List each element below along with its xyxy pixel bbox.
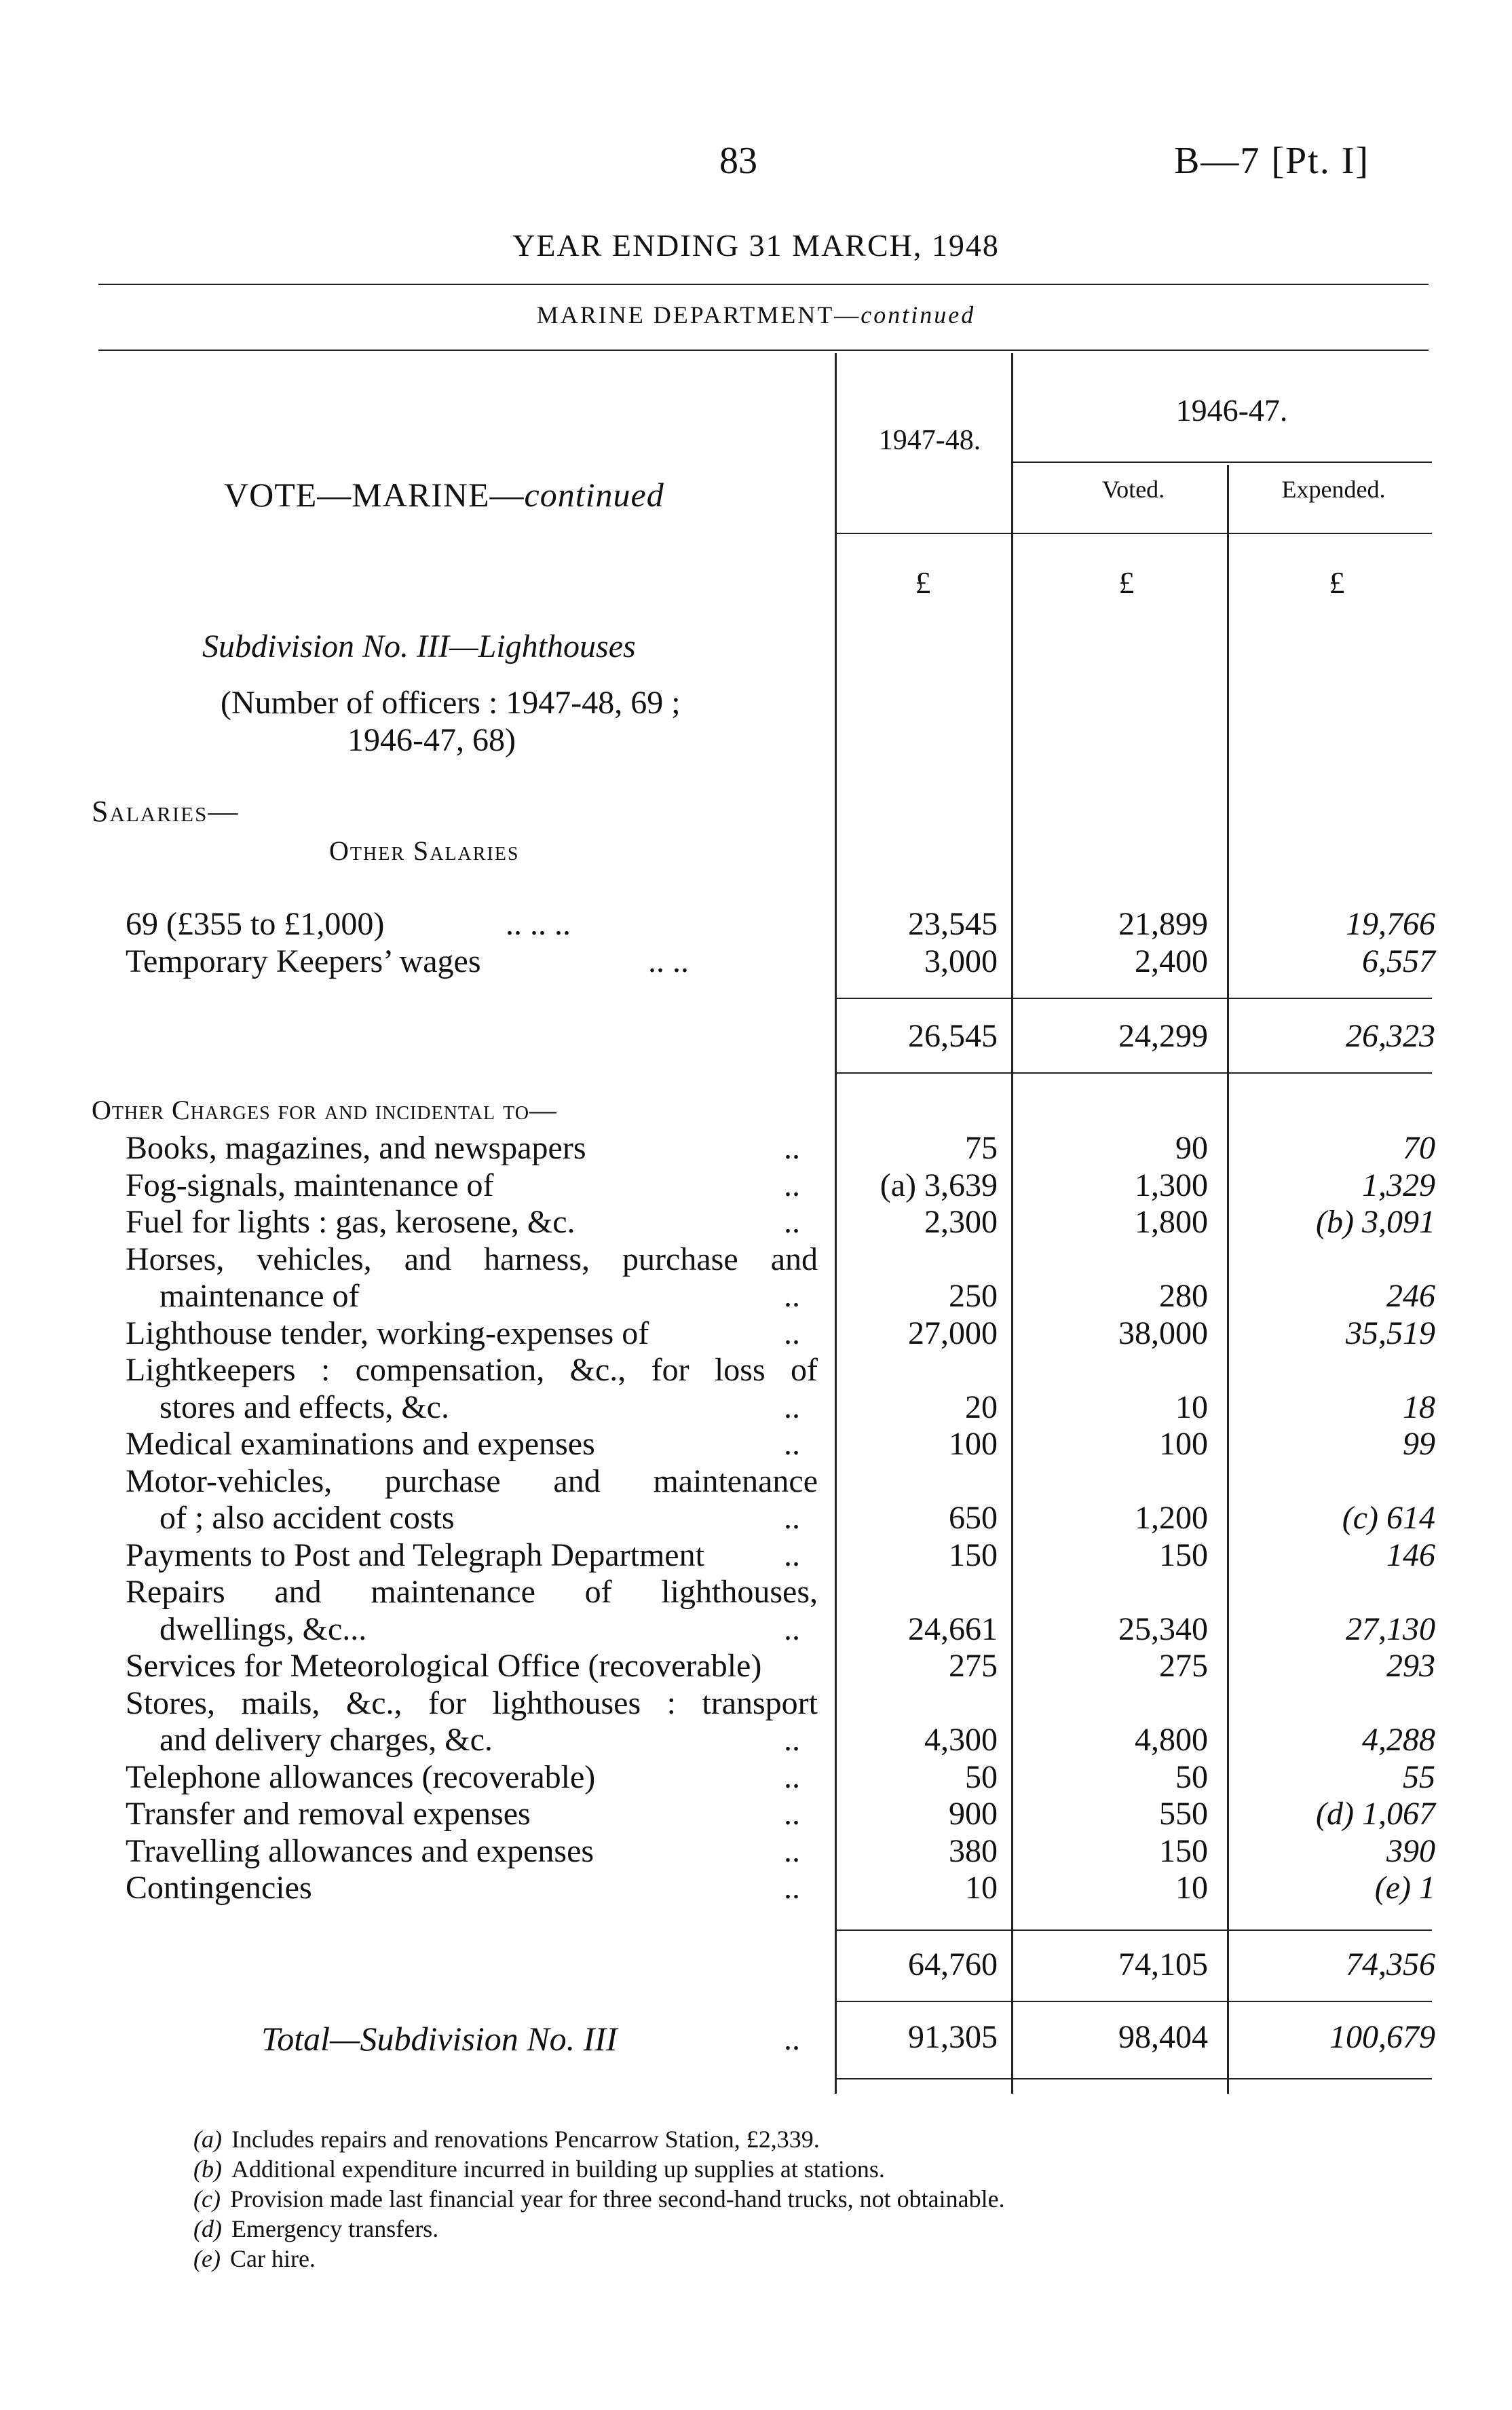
charge-row-v1947: 275 (949, 1648, 998, 1684)
charge-row-expended: 55 (1403, 1758, 1435, 1795)
column-header-1946-47: 1946-47. (1175, 393, 1288, 428)
total-expended: 100,679 (1329, 2019, 1435, 2055)
vote-continued: continued (524, 476, 664, 514)
page-reference: B—7 [Pt. I] (1174, 140, 1369, 182)
currency-symbol-voted: £ (1118, 565, 1135, 600)
footnote (193, 2154, 885, 2184)
rule-below-salaries-subtotal (835, 1072, 1432, 1074)
leader-dots: .. (784, 1722, 800, 1758)
total-leader-dots: .. (784, 2021, 800, 2057)
charge-row-label: Transfer and removal expenses (126, 1796, 531, 1832)
charge-row-expended: 27,130 (1346, 1611, 1435, 1647)
charge-row-label: Repairs and maintenance of lighthouses, (126, 1574, 818, 1610)
charge-row-voted: 1,300 (1135, 1167, 1208, 1203)
charge-row-label: Horses, vehicles, and harness, purchase and (126, 1241, 818, 1277)
charge-row-label: Payments to Post and Telegraph Department (126, 1537, 704, 1573)
total-voted: 98,404 (1118, 2019, 1208, 2055)
charge-row-expended: 99 (1403, 1426, 1435, 1462)
page-number: 83 (719, 140, 757, 182)
charge-row-label: Fuel for lights : gas, kerosene, &c. (126, 1204, 575, 1240)
charge-row-label: Lightkeepers : compensation, &c., for loss of (126, 1352, 818, 1388)
charges-subtotal-1947: 64,760 (908, 1946, 998, 1982)
rule-above-salaries-subtotal (835, 998, 1432, 999)
rule-under-1946 (1011, 462, 1432, 463)
charge-row-v1947: 50 (965, 1758, 998, 1795)
charge-row-label: Travelling allowances and expenses (126, 1832, 594, 1869)
charge-row-v1947: 650 (949, 1500, 998, 1536)
charge-row-v1947: 100 (949, 1426, 998, 1462)
currency-symbol-1947: £ (915, 565, 931, 600)
leader-dots: .. (784, 1278, 800, 1314)
charge-row-expended: 390 (1386, 1832, 1435, 1869)
column-header-expended: Expended. (1281, 476, 1386, 503)
salary-row-voted: 21,899 (1118, 906, 1208, 942)
footnote-text: Additional expenditure incurred in building up supplies at stations. (231, 2155, 885, 2183)
charge-row-voted: 150 (1159, 1832, 1208, 1869)
footnote-mark: (c) (193, 2185, 221, 2213)
charge-row-expended: (c) 614 (1342, 1500, 1435, 1536)
charge-row-label: Stores, mails, &c., for lighthouses : transport (126, 1684, 818, 1721)
charge-row-label: Fog-signals, maintenance of (126, 1167, 494, 1203)
charge-row-v1947: 75 (965, 1130, 998, 1166)
department-title (0, 301, 1512, 329)
rule-under-department (98, 350, 1429, 351)
total-label: Total—Subdivision No. III (261, 2020, 618, 2058)
column-rule-right (1227, 465, 1229, 2094)
rule-top (98, 284, 1429, 285)
other-charges-heading: Other Charges for and incidental to— (92, 1095, 557, 1125)
charge-row-expended: 35,519 (1346, 1315, 1435, 1351)
charge-row-voted: 550 (1159, 1796, 1208, 1832)
other-salaries-heading: Other Salaries (329, 835, 520, 866)
salary-row-expended: 19,766 (1346, 906, 1435, 942)
leader-dots: .. (784, 1204, 800, 1240)
charge-row-voted: 4,800 (1135, 1722, 1208, 1758)
charge-row-voted: 90 (1175, 1130, 1208, 1166)
year-title: YEAR ENDING 31 MARCH, 1948 (512, 228, 1000, 263)
charge-row-v1947: 10 (965, 1870, 998, 1906)
salaries-subtotal-1947: 26,545 (908, 1018, 998, 1054)
footnote (193, 2214, 438, 2244)
charge-row-label-continued: of ; also accident costs (159, 1500, 455, 1536)
charge-row-v1947: 24,661 (908, 1611, 998, 1647)
leader-dots: .. (784, 1130, 800, 1166)
charges-subtotal-expended: 74,356 (1346, 1946, 1435, 1982)
rule-under-header (835, 533, 1432, 534)
leader-dots: .. (784, 1832, 800, 1869)
charge-row-label: Motor-vehicles, purchase and maintenance (126, 1463, 818, 1499)
vote-name: VOTE—MARINE— (224, 476, 525, 514)
footnote-mark: (e) (193, 2245, 221, 2272)
department-continued: continued (861, 301, 976, 328)
charge-row-expended: (d) 1,067 (1316, 1796, 1435, 1832)
officers-line-1: (Number of officers : 1947-48, 69 ; (221, 685, 681, 721)
total-1947: 91,305 (908, 2019, 998, 2055)
footnote-mark: (b) (193, 2155, 222, 2183)
leader-dots: .. (784, 1500, 800, 1536)
column-rule-middle (1011, 353, 1013, 2094)
charge-row-voted: 38,000 (1118, 1315, 1208, 1351)
footnote-text: Emergency transfers. (231, 2215, 439, 2242)
charge-row-label-continued: stores and effects, &c. (159, 1389, 449, 1425)
leader-dots: .. (784, 1796, 800, 1832)
charge-row-v1947: 4,300 (924, 1722, 998, 1758)
salary-row-label: Temporary Keepers’ wages (126, 943, 481, 979)
department-name: MARINE DEPARTMENT— (536, 301, 861, 328)
charge-row-label: Services for Meteorological Office (recoverable) (126, 1648, 762, 1684)
charge-row-label: Lighthouse tender, working-expenses of (126, 1315, 649, 1351)
charge-row-v1947: 27,000 (908, 1315, 998, 1351)
salary-row-v1947: 3,000 (924, 943, 998, 979)
charge-row-expended: (b) 3,091 (1316, 1204, 1435, 1240)
charge-row-label-continued: maintenance of (159, 1278, 360, 1314)
charge-row-v1947: 150 (949, 1537, 998, 1573)
charge-row-label: Books, magazines, and newspapers (126, 1130, 586, 1166)
charge-row-label: Medical examinations and expenses (126, 1426, 595, 1462)
salary-row-voted: 2,400 (1135, 943, 1208, 979)
salary-row-expended: 6,557 (1362, 943, 1435, 979)
charge-row-expended: 293 (1386, 1648, 1435, 1684)
leader-dots: .. (784, 1167, 800, 1203)
charge-row-voted: 25,340 (1118, 1611, 1208, 1647)
charge-row-label-continued: dwellings, &c... (159, 1611, 367, 1647)
charge-row-voted: 50 (1175, 1758, 1208, 1795)
charge-row-voted: 280 (1159, 1278, 1208, 1314)
leader-dots: .. (784, 1426, 800, 1462)
charge-row-v1947: (a) 3,639 (880, 1167, 998, 1203)
footnote-mark: (a) (193, 2126, 222, 2153)
salary-row-label: 69 (£355 to £1,000) (126, 906, 385, 942)
footnote (193, 2184, 1005, 2214)
footnote (193, 2124, 820, 2154)
leader-dots: .. .. .. (506, 906, 571, 942)
charge-row-voted: 1,800 (1135, 1204, 1208, 1240)
charge-row-v1947: 2,300 (924, 1204, 998, 1240)
charge-row-v1947: 380 (949, 1832, 998, 1869)
currency-symbol-expended: £ (1329, 565, 1345, 600)
salary-row-v1947: 23,545 (908, 906, 998, 942)
charge-row-voted: 275 (1159, 1648, 1208, 1684)
charges-subtotal-voted: 74,105 (1118, 1946, 1208, 1982)
footnote (193, 2244, 316, 2274)
charge-row-expended: 1,329 (1362, 1167, 1435, 1203)
charge-row-voted: 100 (1159, 1426, 1208, 1462)
footnote-text: Car hire. (229, 2245, 316, 2272)
rule-above-total (835, 2001, 1432, 2002)
footnote-text: Provision made last financial year for three second-hand trucks, not obtainable. (229, 2185, 1005, 2213)
charge-row-voted: 1,200 (1135, 1500, 1208, 1536)
charge-row-v1947: 20 (965, 1389, 998, 1425)
charge-row-expended: (e) 1 (1374, 1870, 1435, 1906)
salaries-heading: Salaries— (92, 795, 240, 828)
footnote-mark: (d) (193, 2215, 222, 2242)
vote-title (224, 475, 664, 514)
charge-row-voted: 10 (1175, 1870, 1208, 1906)
charge-row-voted: 150 (1159, 1537, 1208, 1573)
salaries-subtotal-expended: 26,323 (1346, 1018, 1435, 1054)
charge-row-expended: 146 (1386, 1537, 1435, 1573)
leader-dots: .. .. (648, 943, 689, 979)
charge-row-label: Telephone allowances (recoverable) (126, 1758, 596, 1795)
leader-dots: .. (784, 1537, 800, 1573)
column-header-1947-48: 1947-48. (878, 425, 981, 456)
subdivision-title: Subdivision No. III—Lighthouses (202, 628, 636, 664)
charge-row-label: Contingencies (126, 1870, 312, 1906)
officers-line-2: 1946-47, 68) (347, 722, 516, 758)
leader-dots: .. (784, 1758, 800, 1795)
charge-row-voted: 10 (1175, 1389, 1208, 1425)
charge-row-v1947: 900 (949, 1796, 998, 1832)
charge-row-expended: 246 (1386, 1278, 1435, 1314)
rule-above-charges-subtotal (835, 1929, 1432, 1931)
charge-row-label-continued: and delivery charges, &c. (159, 1722, 493, 1758)
charge-row-v1947: 250 (949, 1278, 998, 1314)
footnote-text: Includes repairs and renovations Pencarrow Station, £2,339. (231, 2126, 820, 2153)
leader-dots: .. (784, 1315, 800, 1351)
column-header-voted: Voted. (1101, 476, 1165, 503)
charge-row-expended: 70 (1403, 1130, 1435, 1166)
charge-row-expended: 18 (1403, 1389, 1435, 1425)
rule-below-total (835, 2078, 1432, 2079)
leader-dots: .. (784, 1611, 800, 1647)
leader-dots: .. (784, 1389, 800, 1425)
salaries-subtotal-voted: 24,299 (1118, 1018, 1208, 1054)
charge-row-expended: 4,288 (1362, 1722, 1435, 1758)
leader-dots: .. (784, 1870, 800, 1906)
